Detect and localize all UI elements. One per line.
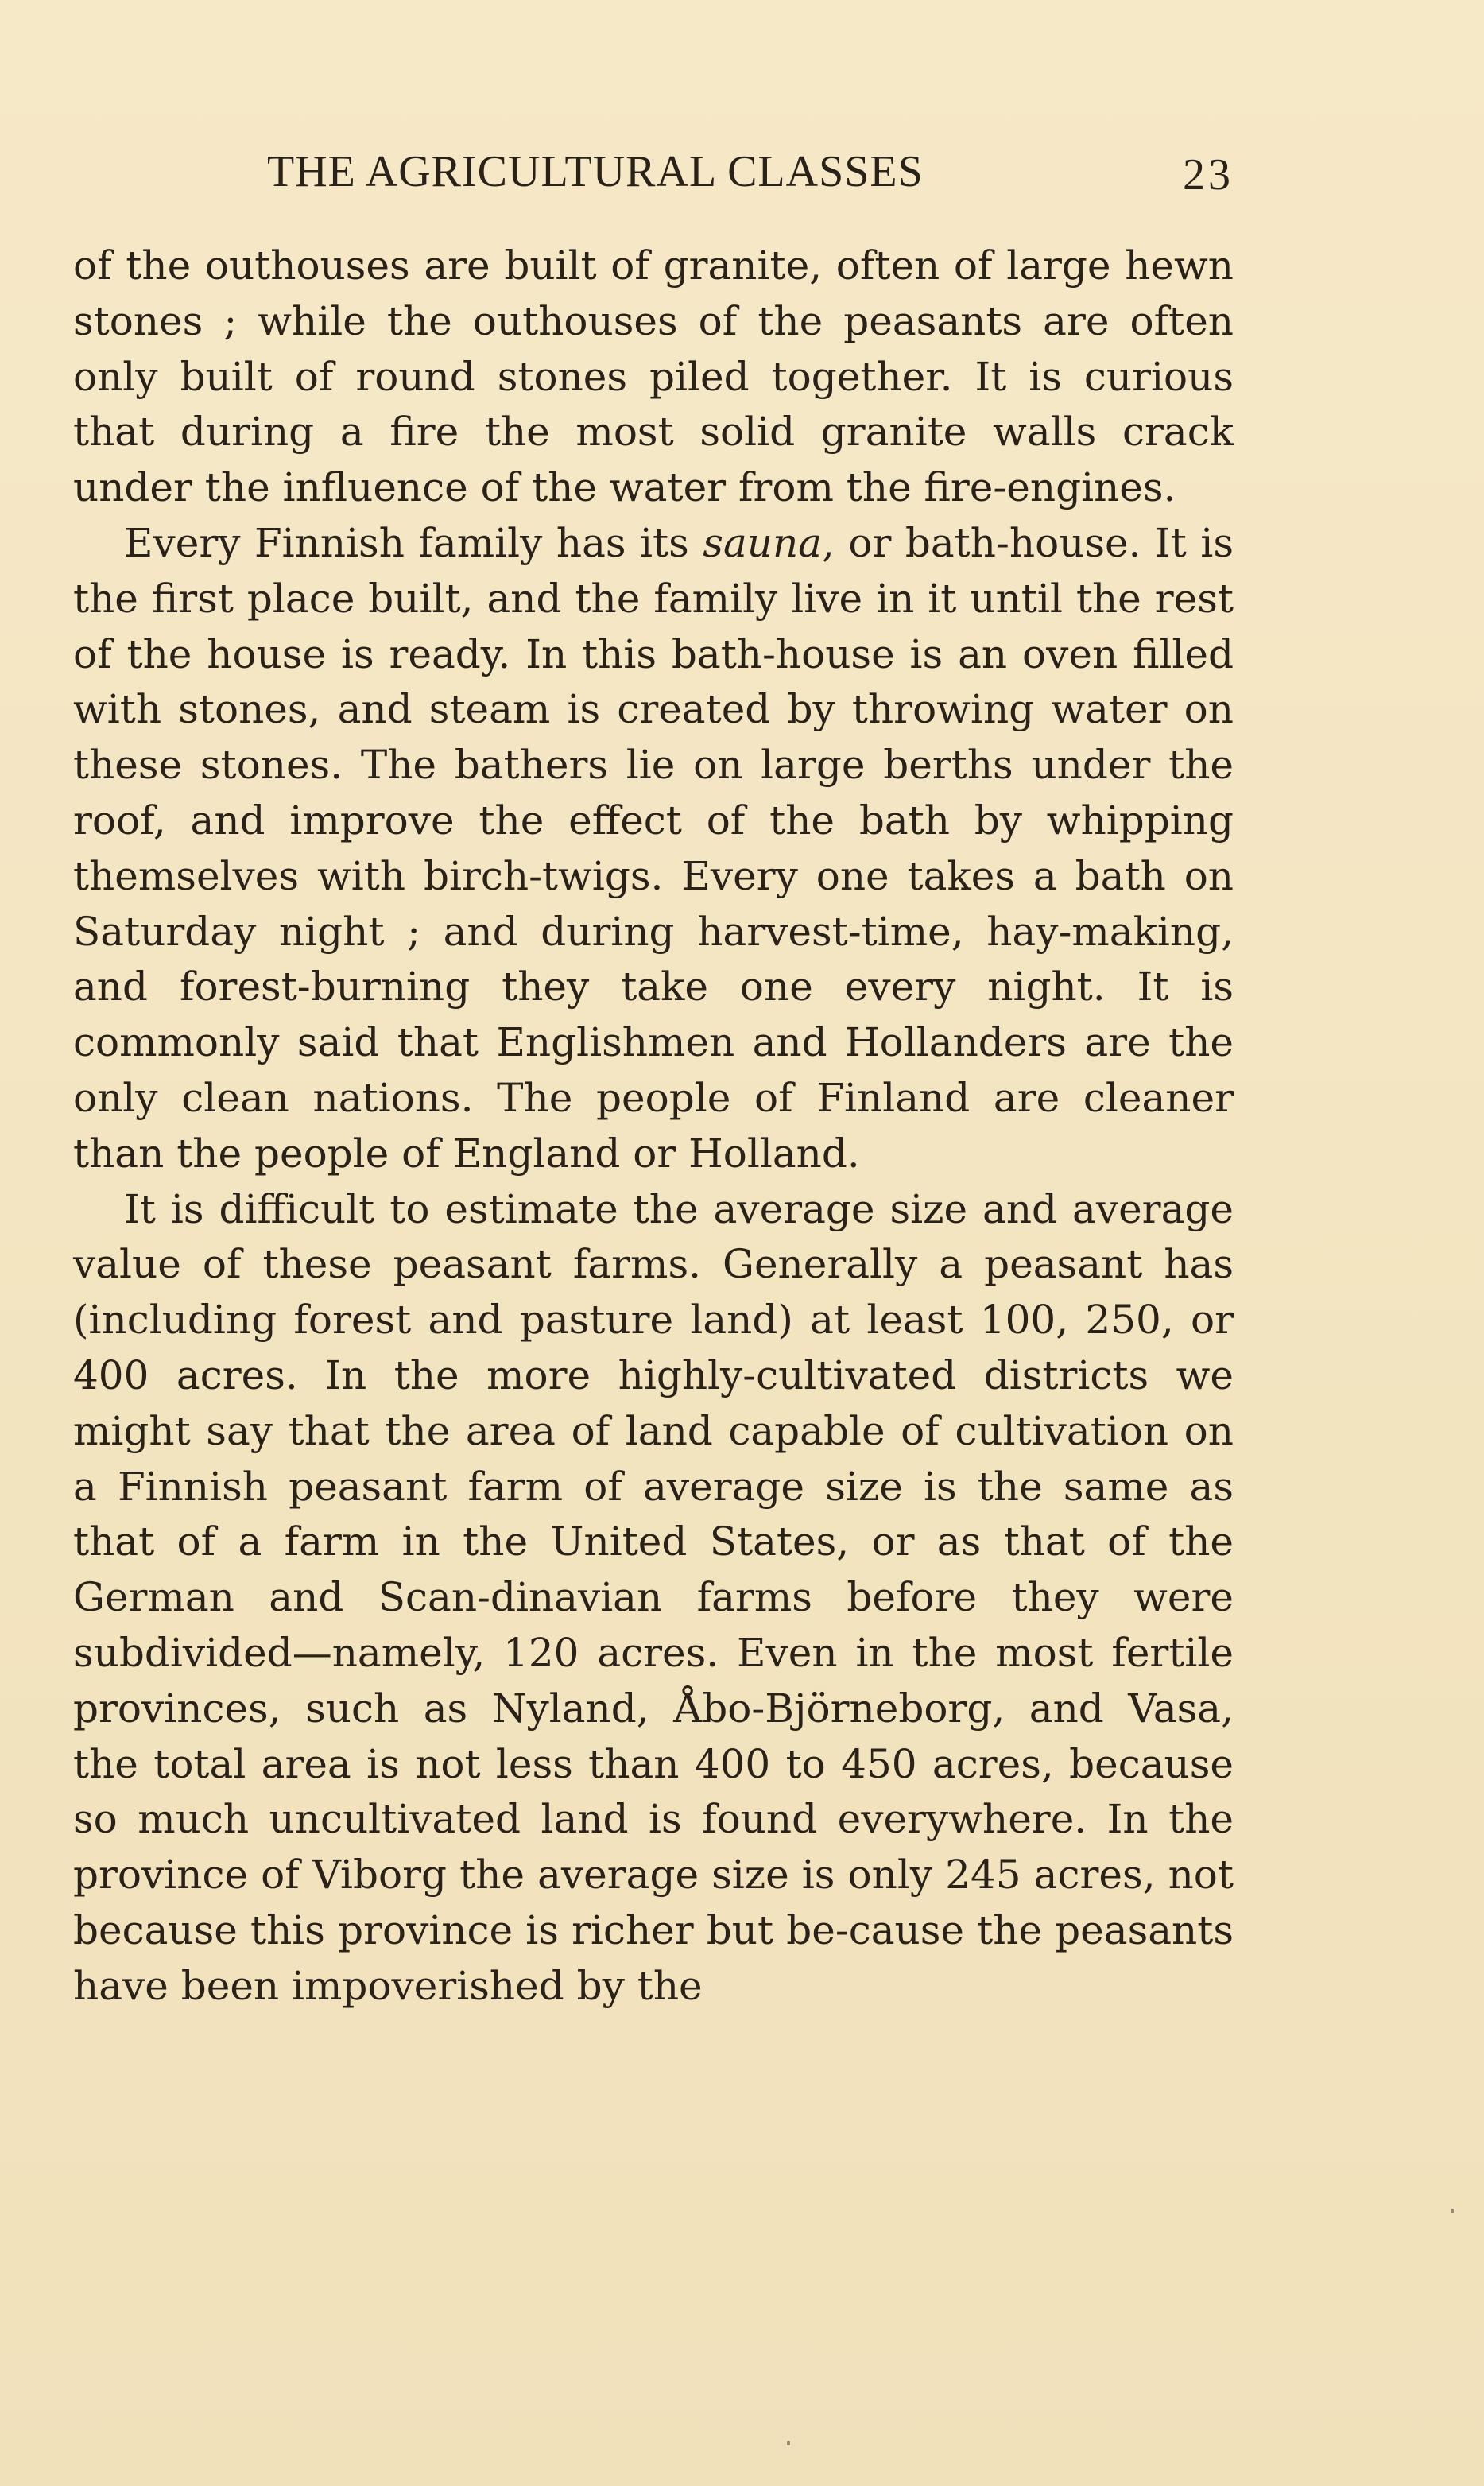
paragraph-farm-size	[73, 1182, 1234, 2015]
paper-speck	[1451, 2209, 1454, 2213]
body-text	[73, 239, 1234, 2015]
page-number: 23	[1183, 150, 1234, 200]
paragraph-outhouses	[73, 239, 1234, 516]
paragraph-text-end: , or bath-house. It is the first place built, and the family live in it until the rest of the house is ready. In this bath-house is an oven filled with stones, and steam is created by throwing water on these stones. The bathers lie on large berths under the roof, and improve the effect of the bath by whipping themselves with birch-twigs. Every one takes a bath on Saturday night ; and during harvest-time, hay-making, and forest-burning they take one every night. It is commonly said that Englishmen and Hollanders are the only clean nations. The people of Finland are cleaner than the people of England or Holland.	[73, 519, 1234, 1177]
paper-speck	[787, 2441, 790, 2445]
paragraph-text: It is difficult to estimate the average size and average value of these peasant farms. Generally a peasant has (including forest and pasture land) at least 100, 250, or 400 acres. In the more highly-cultivated districts we might say that the area of land capable of cultivation on a Finnish peasant farm of average size is the same as that of a farm in the United States, or as that of the German and Scan-dinavian farms before they were subdivided—namely, 120 acres. Even in the most fertile provinces, such as Nyland, Åbo-Björneborg, and Vasa, the total area is not less than 400 to 450 acres, because so much uncultivated land is found everywhere. In the province of Viborg the average size is only 245 acres, not because this province is richer but be-cause the peasants have been impoverished by the	[73, 1185, 1234, 2009]
running-head	[73, 140, 1234, 204]
italic-term: sauna	[703, 519, 822, 566]
paragraph-text: of the outhouses are built of granite, often of large hewn stones ; while the outhouses of the peasants are often only built of round stones piled together. It is curious that during a fire the most solid granite walls crack under the influence of the water from the fire-engines.	[73, 242, 1234, 511]
paragraph-sauna	[73, 516, 1234, 1182]
paragraph-text-start: Every Finnish family has its	[124, 519, 703, 566]
running-title: THE AGRICULTURAL CLASSES	[267, 147, 924, 196]
